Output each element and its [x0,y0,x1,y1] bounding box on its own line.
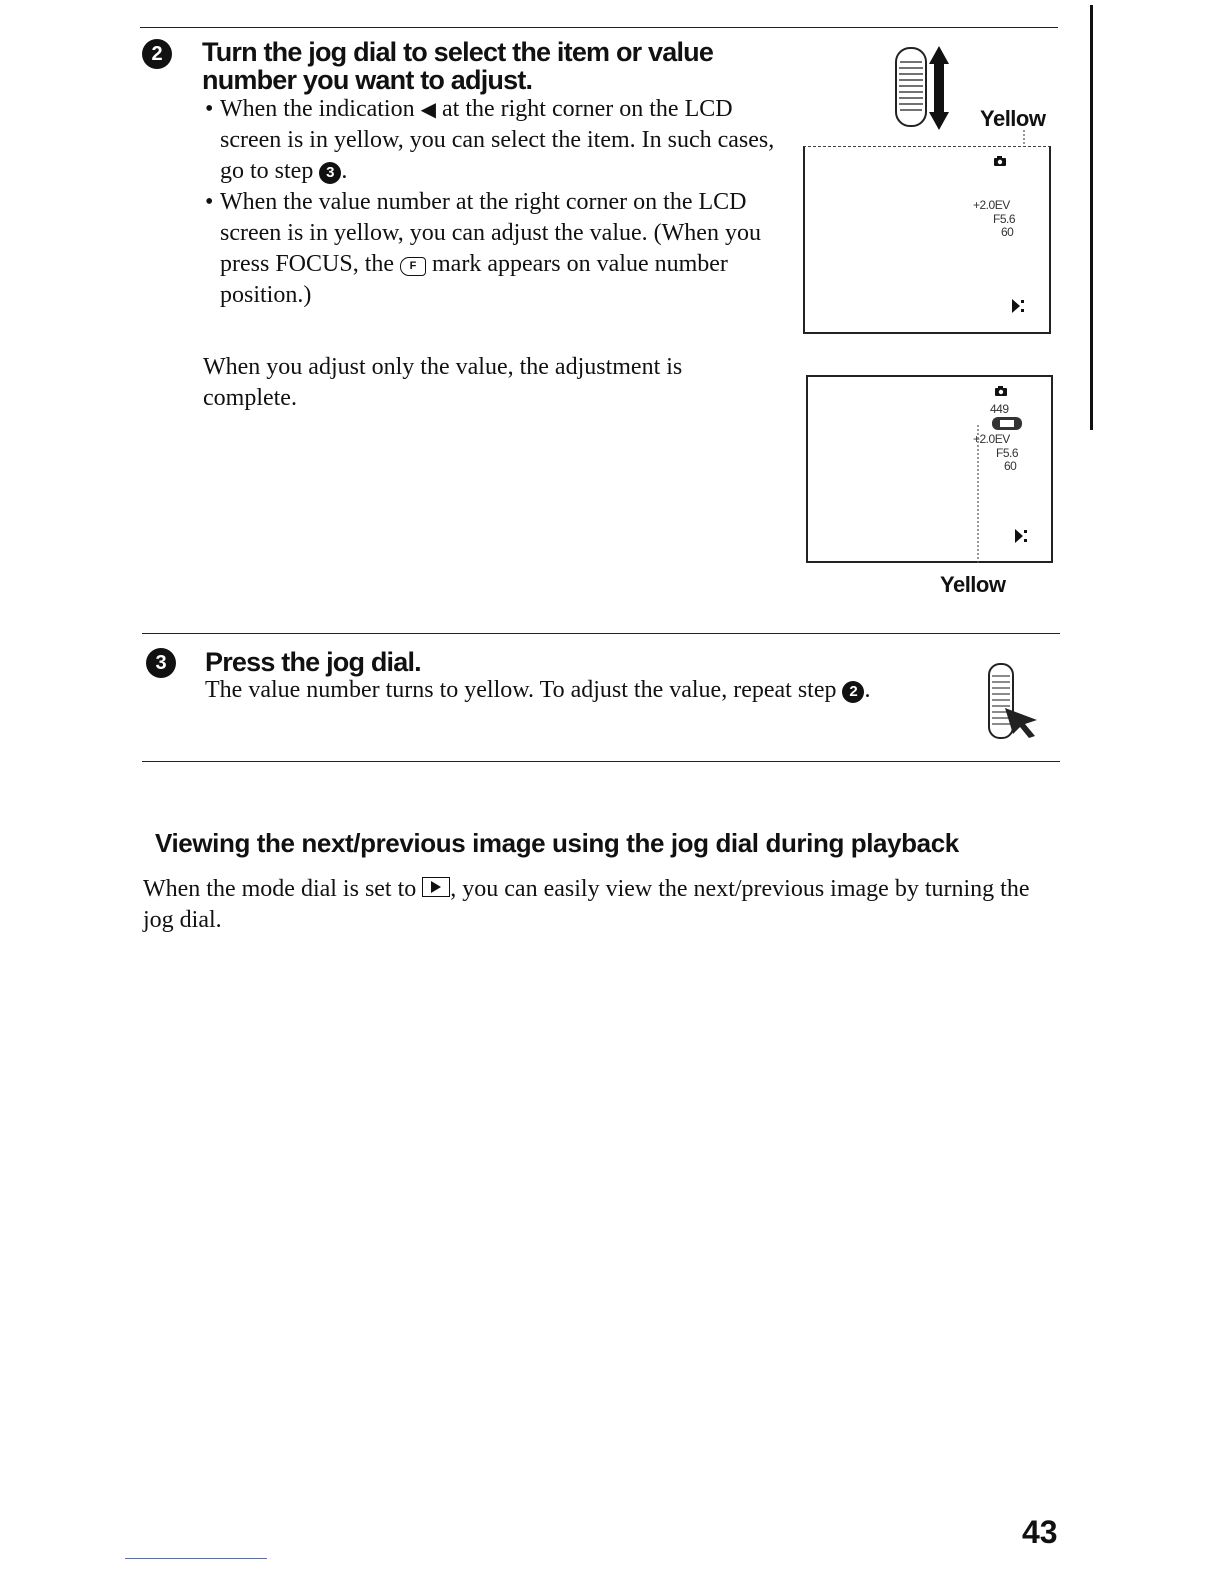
top-rule [140,27,1058,28]
focus-mark-icon [988,415,1028,433]
lower-rule [142,761,1060,762]
bullet-2-text-a: When the value number at the right corner on the LCD screen is in yellow, you can adjust the value. (When you press FOCUS, the [220,189,761,277]
step-2-bullet-1 [205,94,785,187]
playback-text-b: , you can easily view the next/previous image by turning the jog dial. [143,876,1030,933]
lcd-screen-select [803,146,1051,334]
playback-text [143,874,1053,936]
lcd-ev-value: +2.0EV [973,432,1010,446]
mid-rule [142,633,1060,634]
bullet-1-text-b: at the right corner on the LCD screen is in yellow, you can select the item. In such cases, go to step [220,96,775,184]
lcd-screen-adjust [806,375,1053,563]
jog-dial-turn-icon [890,40,970,135]
step-3-number-icon: 3 [146,648,176,678]
step-2-bullet-2 [205,187,785,311]
page-number: 43 [1022,1514,1058,1550]
playback-heading: Viewing the next/previous image using the jog dial during playback [155,828,959,858]
step-3-ref-icon: 3 [319,162,341,184]
step-3-text-body: The value number turns to yellow. To adjust the value, repeat step [205,677,837,703]
yellow-bracket-line [972,425,984,565]
lcd-ev-value: +2.0EV [973,198,1010,212]
focus-mark-icon [400,257,426,276]
bullet-1-text-a: When the indication [220,96,415,122]
lcd-menu-icon [1014,527,1028,545]
right-margin-bar [1090,5,1093,430]
yellow-label-top: Yellow [980,106,1046,131]
lcd-shutter-value: 60 [1004,459,1017,473]
step-3-text [205,675,985,706]
step-3-period: . [864,677,871,703]
step-2-heading [202,38,802,94]
step-2-number-icon: 2 [142,39,172,69]
step-2-heading-line2: number you want to adjust. [202,65,533,95]
lcd-shutter-value: 60 [1001,225,1014,239]
bullet-dot: • [205,189,214,215]
step-2-heading-line1: Turn the jog dial to select the item or value [202,37,714,67]
jog-dial-press-icon [985,660,1045,745]
yellow-label-bottom: Yellow [940,572,1006,597]
left-arrow-icon: ◀ [420,97,436,121]
lcd-aperture-value: F5.6 [996,446,1019,460]
lcd-picture-count: 449 [990,402,1009,416]
bullet-dot: • [205,96,214,122]
lcd-aperture-value: F5.6 [993,212,1016,226]
camera-mode-icon [993,155,1007,167]
step-3-heading: Press the jog dial. [205,647,421,677]
bullet-2-text-b: mark appears on value number position.) [220,251,728,308]
bullet-1-period: . [341,158,348,184]
playback-mode-icon [422,877,450,897]
lcd-menu-icon [1011,297,1025,315]
step-2-note: When you adjust only the value, the adjustment is complete. [203,354,683,411]
step-2-ref-icon: 2 [842,681,864,703]
focus-mark-letter: F [409,260,417,272]
playback-text-a: When the mode dial is set to [143,876,417,902]
footer-rule [125,1558,267,1559]
camera-mode-icon [994,385,1008,397]
